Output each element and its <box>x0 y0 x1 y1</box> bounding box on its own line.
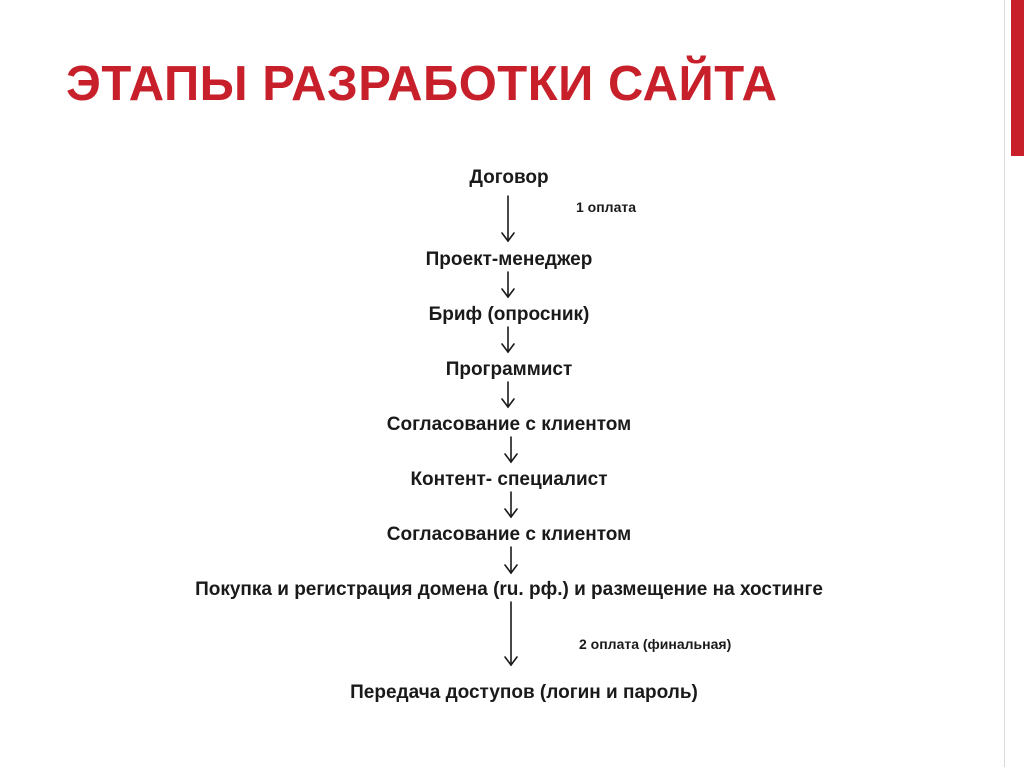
step-contract: Договор <box>469 167 549 188</box>
arrow-5 <box>505 437 517 462</box>
arrow-2 <box>502 272 514 297</box>
step-content-specialist: Контент- специалист <box>410 469 608 490</box>
step-brief: Бриф (опросник) <box>428 304 590 325</box>
arrow-4 <box>502 382 514 407</box>
step-programmer: Программист <box>445 359 573 380</box>
step-client-approval-1: Согласование с клиентом <box>386 414 632 435</box>
arrow-7 <box>505 547 517 573</box>
arrow-8 <box>505 602 517 665</box>
payment-note-first: 1 оплата <box>576 199 637 215</box>
step-access-transfer: Передача доступов (логин и пароль) <box>350 682 698 703</box>
arrow-6 <box>505 492 517 517</box>
arrow-3 <box>502 327 514 352</box>
slide-title: ЭТАПЫ РАЗРАБОТКИ САЙТА <box>66 57 778 111</box>
arrow-1 <box>502 196 514 241</box>
step-client-approval-2: Согласование с клиентом <box>386 524 632 545</box>
step-project-manager: Проект-менеджер <box>425 249 593 270</box>
step-domain-hosting: Покупка и регистрация домена (ru. рф.) и размещение на хостинге <box>195 579 823 600</box>
payment-note-second: 2 оплата (финальная) <box>579 636 732 652</box>
